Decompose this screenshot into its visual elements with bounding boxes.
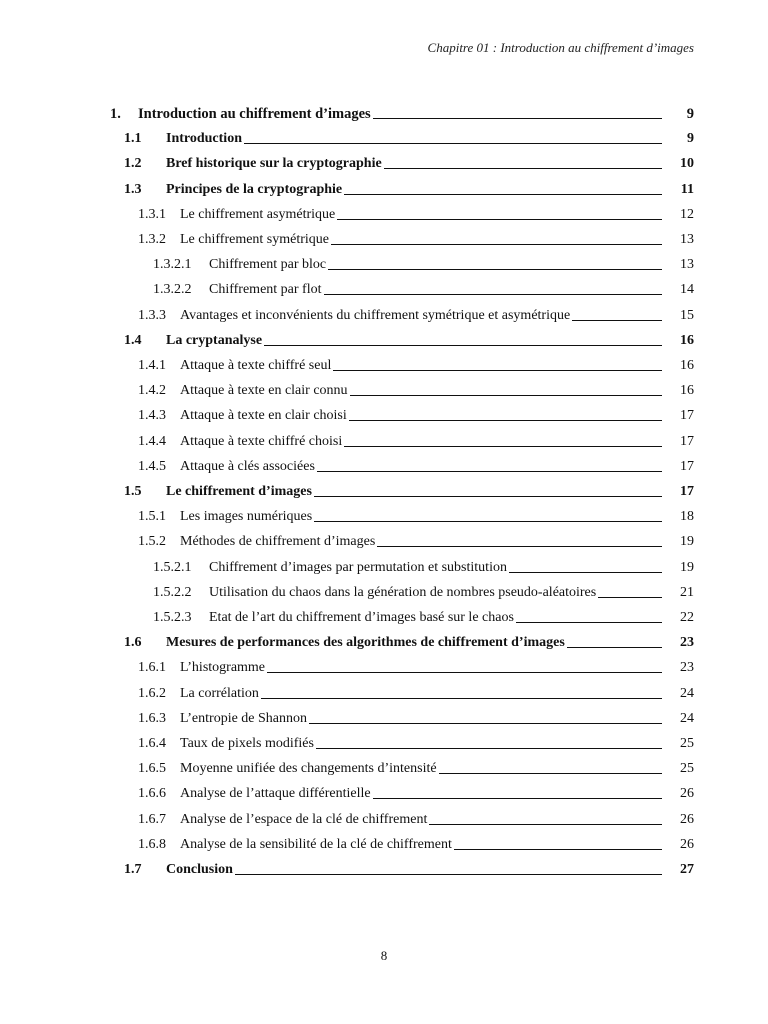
toc-entry-title: Méthodes de chiffrement d’images [180,534,376,550]
toc-entry[interactable] [153,579,694,601]
toc-leader-line [516,622,662,623]
toc-entry-title: Le chiffrement asymétrique [180,206,336,222]
toc-entry-page: 17 [680,408,694,424]
toc-entry[interactable] [110,100,694,122]
toc-entry-title: Analyse de l’attaque différentielle [180,786,371,802]
toc-entry-page: 26 [680,836,694,852]
toc-entry-title: Analyse de la sensibilité de la clé de chiffrement [180,836,452,852]
toc-entry[interactable] [138,680,694,702]
toc-leader-line [350,395,662,396]
toc-entry-title: Attaque à texte chiffré choisi [180,433,343,449]
toc-leader-line [324,294,663,295]
toc-leader-line [373,798,662,799]
toc-entry[interactable] [124,478,694,500]
toc-entry-page: 17 [680,484,694,499]
toc-entry-number: 1.5.2 [138,534,166,550]
toc-leader-line [439,773,662,774]
toc-leader-line [309,723,662,724]
toc-entry-page: 13 [680,232,694,247]
toc-entry[interactable] [124,327,694,349]
toc-entry-title: Attaque à texte en clair choisi [180,408,347,424]
toc-entry[interactable] [124,856,694,878]
toc-entry-title: Principes de la cryptographie [166,181,343,197]
toc-leader-line [373,118,662,119]
toc-entry-number: 1.5.2.2 [153,584,192,600]
toc-entry-number: 1.6.1 [138,660,166,676]
toc-entry-number: 1.3.2 [138,232,166,247]
toc-entry-title: L’histogramme [180,660,266,676]
toc-entry-page: 21 [680,584,694,600]
toc-leader-line [377,546,662,547]
toc-entry-number: 1.3 [124,181,142,197]
toc-entry[interactable] [138,654,694,676]
toc-entry-title: Les images numériques [180,509,313,525]
toc-leader-line [454,849,662,850]
toc-leader-line [244,143,662,144]
toc-entry[interactable] [138,528,694,550]
toc-entry-number: 1.6.4 [138,736,166,751]
toc-entry[interactable] [124,176,694,198]
toc-entry[interactable] [124,150,694,172]
toc-entry-page: 9 [686,106,694,122]
toc-entry-number: 1.1 [124,131,142,147]
toc-entry-number: 1.6.3 [138,710,166,726]
toc-entry[interactable] [138,302,694,324]
toc-entry-page: 22 [680,610,694,625]
toc-entry[interactable] [138,705,694,727]
toc-leader-line [384,168,662,169]
toc-entry[interactable] [138,503,694,525]
toc-entry[interactable] [138,780,694,802]
toc-leader-line [598,597,662,598]
toc-entry-title: Conclusion [166,862,233,877]
toc-leader-line [267,672,662,673]
toc-entry-title: Taux de pixels modifiés [180,736,314,751]
toc-entry-page: 14 [680,282,694,298]
toc-entry-number: 1.5.2.1 [153,559,192,575]
toc-leader-line [316,748,662,749]
toc-leader-line [314,496,662,497]
toc-entry[interactable] [138,831,694,853]
toc-entry[interactable] [124,629,694,651]
toc-entry-number: 1. [110,106,121,122]
toc-entry-title: La corrélation [180,685,259,701]
toc-entry[interactable] [138,428,694,450]
toc-leader-line [509,572,662,573]
toc-entry-title: Le chiffrement symétrique [180,232,330,247]
toc-entry-page: 27 [680,862,694,877]
toc-entry-number: 1.4.1 [138,358,166,373]
toc-entry[interactable] [138,352,694,374]
toc-entry-title: Introduction au chiffrement d’images [138,106,371,122]
toc-entry-page: 19 [680,559,694,575]
toc-entry-page: 24 [680,685,694,701]
toc-entry[interactable] [138,402,694,424]
toc-entry-title: Chiffrement par flot [209,282,322,298]
toc-leader-line [331,244,662,245]
toc-entry-page: 17 [680,433,694,449]
running-header: Chapitre 01 : Introduction au chiffrement d’images [427,40,694,55]
toc-entry-page: 19 [680,534,694,550]
page-number: 8 [380,948,388,963]
toc-entry-number: 1.2 [124,156,142,172]
toc-entry-number: 1.6.6 [138,786,166,802]
toc-entry[interactable] [124,125,694,147]
toc-entry-number: 1.4.4 [138,433,166,449]
toc-entry[interactable] [153,251,694,273]
toc-leader-line [235,874,662,875]
toc-leader-line [328,269,662,270]
toc-entry-number: 1.3.1 [138,206,166,222]
toc-entry-page: 23 [680,660,694,676]
toc-leader-line [429,824,662,825]
toc-entry[interactable] [138,730,694,752]
toc-leader-line [344,194,662,195]
toc-entry-page: 16 [680,383,694,399]
toc-entry-title: L’entropie de Shannon [180,710,308,726]
toc-leader-line [344,446,662,447]
toc-entry-page: 25 [680,761,694,777]
toc-entry-number: 1.3.2.1 [153,257,192,273]
toc-entry[interactable] [138,226,694,248]
toc-entry-number: 1.6.5 [138,761,166,777]
toc-entry-page: 16 [680,358,694,373]
toc-entry-number: 1.3.3 [138,307,166,323]
toc-leader-line [567,647,662,648]
toc-entry[interactable] [138,453,694,475]
toc-entry-number: 1.5.2.3 [153,610,192,625]
toc-entry-page: 15 [680,307,694,323]
toc-leader-line [337,219,662,220]
toc-entry-page: 16 [680,332,694,348]
toc-entry-number: 1.6 [124,635,142,651]
toc-entry-number: 1.6.8 [138,836,166,852]
toc-entry[interactable] [138,755,694,777]
toc-entry-page: 13 [680,257,694,273]
toc-leader-line [264,345,662,346]
toc-leader-line [317,471,662,472]
toc-entry-number: 1.4.2 [138,383,166,399]
toc-entry-number: 1.4.3 [138,408,166,424]
toc-entry-title: Utilisation du chaos dans la génération de nombres pseudo-aléatoires [209,584,597,600]
toc-entry-title: Attaque à clés associées [180,458,315,474]
toc-entry-number: 1.7 [124,862,142,877]
toc-entry-page: 26 [680,786,694,802]
toc-entry-title: Etat de l’art du chiffrement d’images basé sur le chaos [209,610,514,625]
toc-entry-title: Chiffrement d’images par permutation et substitution [209,559,507,575]
toc-entry-title: La cryptanalyse [166,332,263,348]
toc-entry-number: 1.6.7 [138,811,166,827]
toc-entry-title: Attaque à texte en clair connu [180,383,348,399]
toc-entry-page: 12 [680,206,694,222]
toc-entry-title: Avantages et inconvénients du chiffrement symétrique et asymétrique [180,307,571,323]
toc-entry-page: 23 [680,635,694,651]
toc-entry[interactable] [138,201,694,223]
toc-leader-line [349,420,662,421]
toc-entry-page: 24 [680,710,694,726]
toc-leader-line [261,698,662,699]
toc-entry-page: 10 [680,156,694,172]
toc-entry-number: 1.4.5 [138,458,166,474]
toc-entry-number: 1.6.2 [138,685,166,701]
toc-entry-number: 1.5 [124,484,142,499]
toc-leader-line [572,320,662,321]
toc-entry[interactable] [138,806,694,828]
toc-entry[interactable] [153,604,694,626]
toc-entry-page: 26 [680,811,694,827]
toc-entry-title: Attaque à texte chiffré seul [180,358,332,373]
toc-leader-line [333,370,662,371]
toc-entry-page: 18 [680,509,694,525]
toc-entry-title: Moyenne unifiée des changements d’intensité [180,761,437,777]
toc-entry-number: 1.5.1 [138,509,166,525]
toc-entry[interactable] [153,276,694,298]
toc-entry-title: Chiffrement par bloc [209,257,327,273]
toc-entry-title: Mesures de performances des algorithmes de chiffrement d’images [166,635,565,651]
toc-entry-title: Analyse de l’espace de la clé de chiffrement [180,811,428,827]
toc-entry-title: Bref historique sur la cryptographie [166,156,382,172]
toc-entry[interactable] [138,377,694,399]
toc-entry-number: 1.4 [124,332,142,348]
toc-entry-title: Le chiffrement d’images [166,484,312,499]
toc-entry-page: 9 [687,131,694,147]
toc-entry-page: 11 [680,181,694,197]
toc-entry-page: 17 [680,458,694,474]
toc-entry-page: 25 [680,736,694,751]
toc-entry-title: Introduction [166,131,242,147]
toc-leader-line [314,521,662,522]
toc-entry-number: 1.3.2.2 [153,282,192,298]
toc-entry[interactable] [153,554,694,576]
